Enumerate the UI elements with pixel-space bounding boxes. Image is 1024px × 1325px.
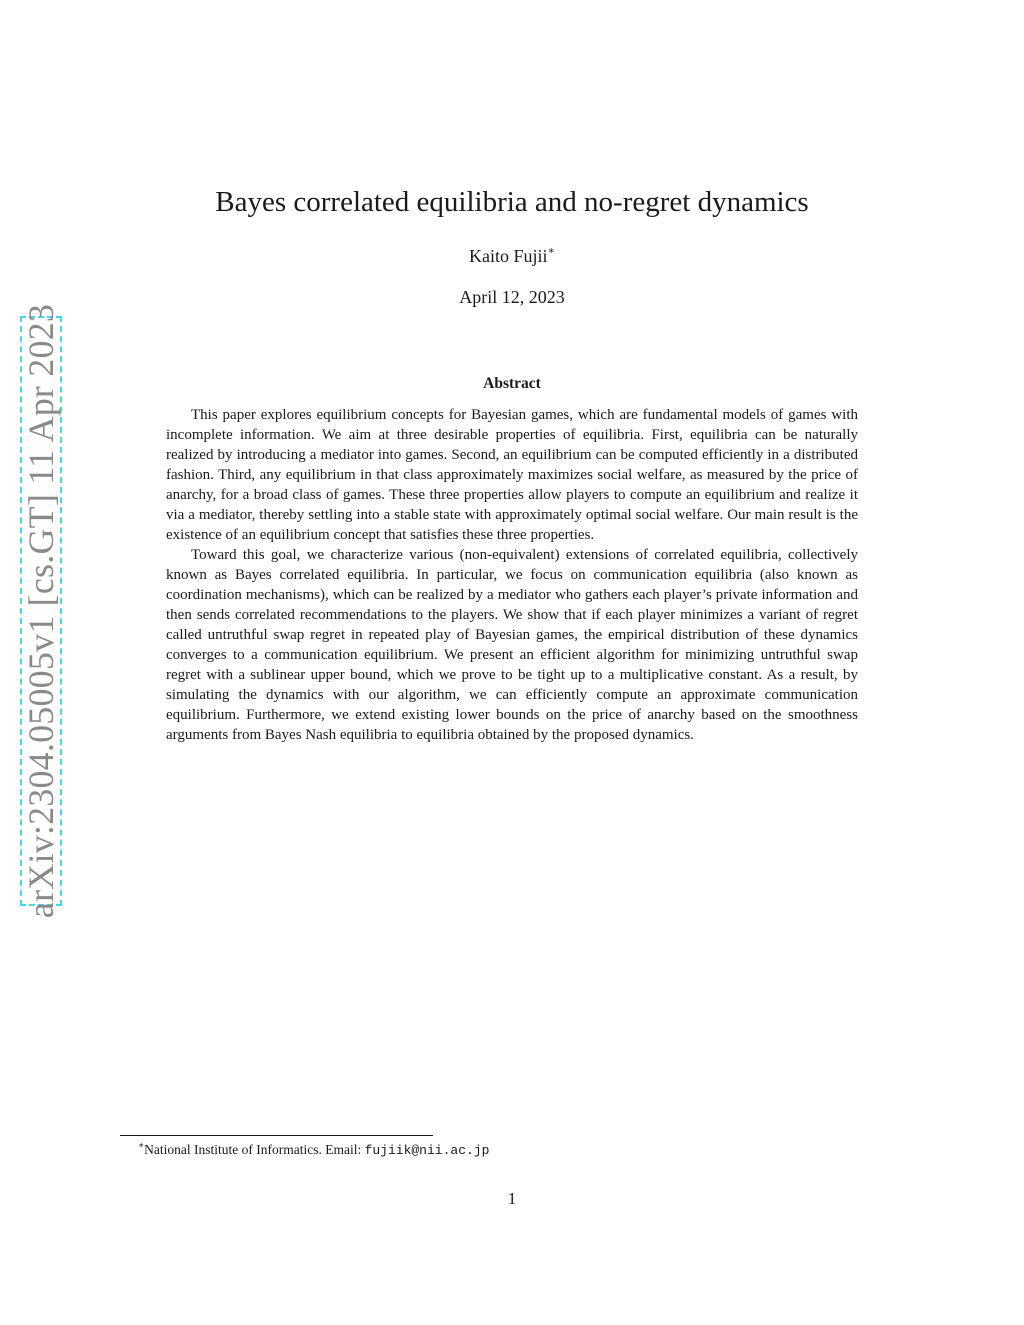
paper-author — [0, 244, 1024, 268]
paper-date: April 12, 2023 — [459, 287, 565, 307]
paper-title: Bayes correlated equilibria and no-regret dynamics — [215, 186, 809, 218]
author-name: Kaito Fujii — [469, 246, 548, 266]
abstract-heading: Abstract — [483, 375, 541, 392]
arxiv-identifier-stamp — [20, 303, 62, 919]
abstract-paragraph: This paper explores equilibrium concepts for Bayesian games, which are fundamental models of games with incomplete information. We aim at three desirable properties of equilibria. First, equilibria can be naturally realized by introducing a mediator into games. Second, an equilibrium can be computed efficiently in a distributed fashion. Third, any equilibrium in that class approximately maximizes social welfare, as measured by the price of anarchy, for a broad class of games. These three properties allow players to compute an equilibrium and realize it via a mediator, thereby settling into a stable state with approximately optimal social welfare. Our main result is the existence of an equilibrium concept that satisfies these three properties. — [166, 407, 858, 543]
footnote — [138, 1141, 489, 1160]
abstract-body — [166, 405, 858, 745]
abstract-paragraph: Toward this goal, we characterize various (non-equivalent) extensions of correlated equilibria, collectively known as Bayes correlated equilibria. In particular, we focus on communication equilibria (also known as coordination mechanisms), which can be realized by a mediator who gathers each player’s private information and then sends correlated recommendations to the players. We show that if each player minimizes a variant of regret called untruthful swap regret in repeated play of Bayesian games, the empirical distribution of these dynamics converges to a communication equilibrium. We present an efficient algorithm for minimizing untruthful swap regret with a sublinear upper bound, which we prove to be tight up to a multiplicative constant. As a result, by simulating the dynamics with our algorithm, we can efficiently compute an approximate communication equilibrium. Furthermore, we extend existing lower bounds on the price of anarchy based on the smoothness arguments from Bayes Nash equilibria to equilibria obtained by the proposed dynamics. — [166, 547, 858, 743]
footnote-text: National Institute of Informatics. Email: — [144, 1142, 365, 1157]
footnote-divider — [120, 1135, 433, 1136]
arxiv-identifier-text: arXiv:2304.05005v1 [cs.GT] 11 Apr 2023 — [21, 303, 61, 919]
footnote-mark: ∗ — [138, 1140, 145, 1150]
page-number: 1 — [507, 1189, 517, 1208]
author-footnote-mark[interactable]: ∗ — [547, 245, 555, 257]
footnote-email[interactable]: fujiik@nii.ac.jp — [364, 1143, 490, 1158]
